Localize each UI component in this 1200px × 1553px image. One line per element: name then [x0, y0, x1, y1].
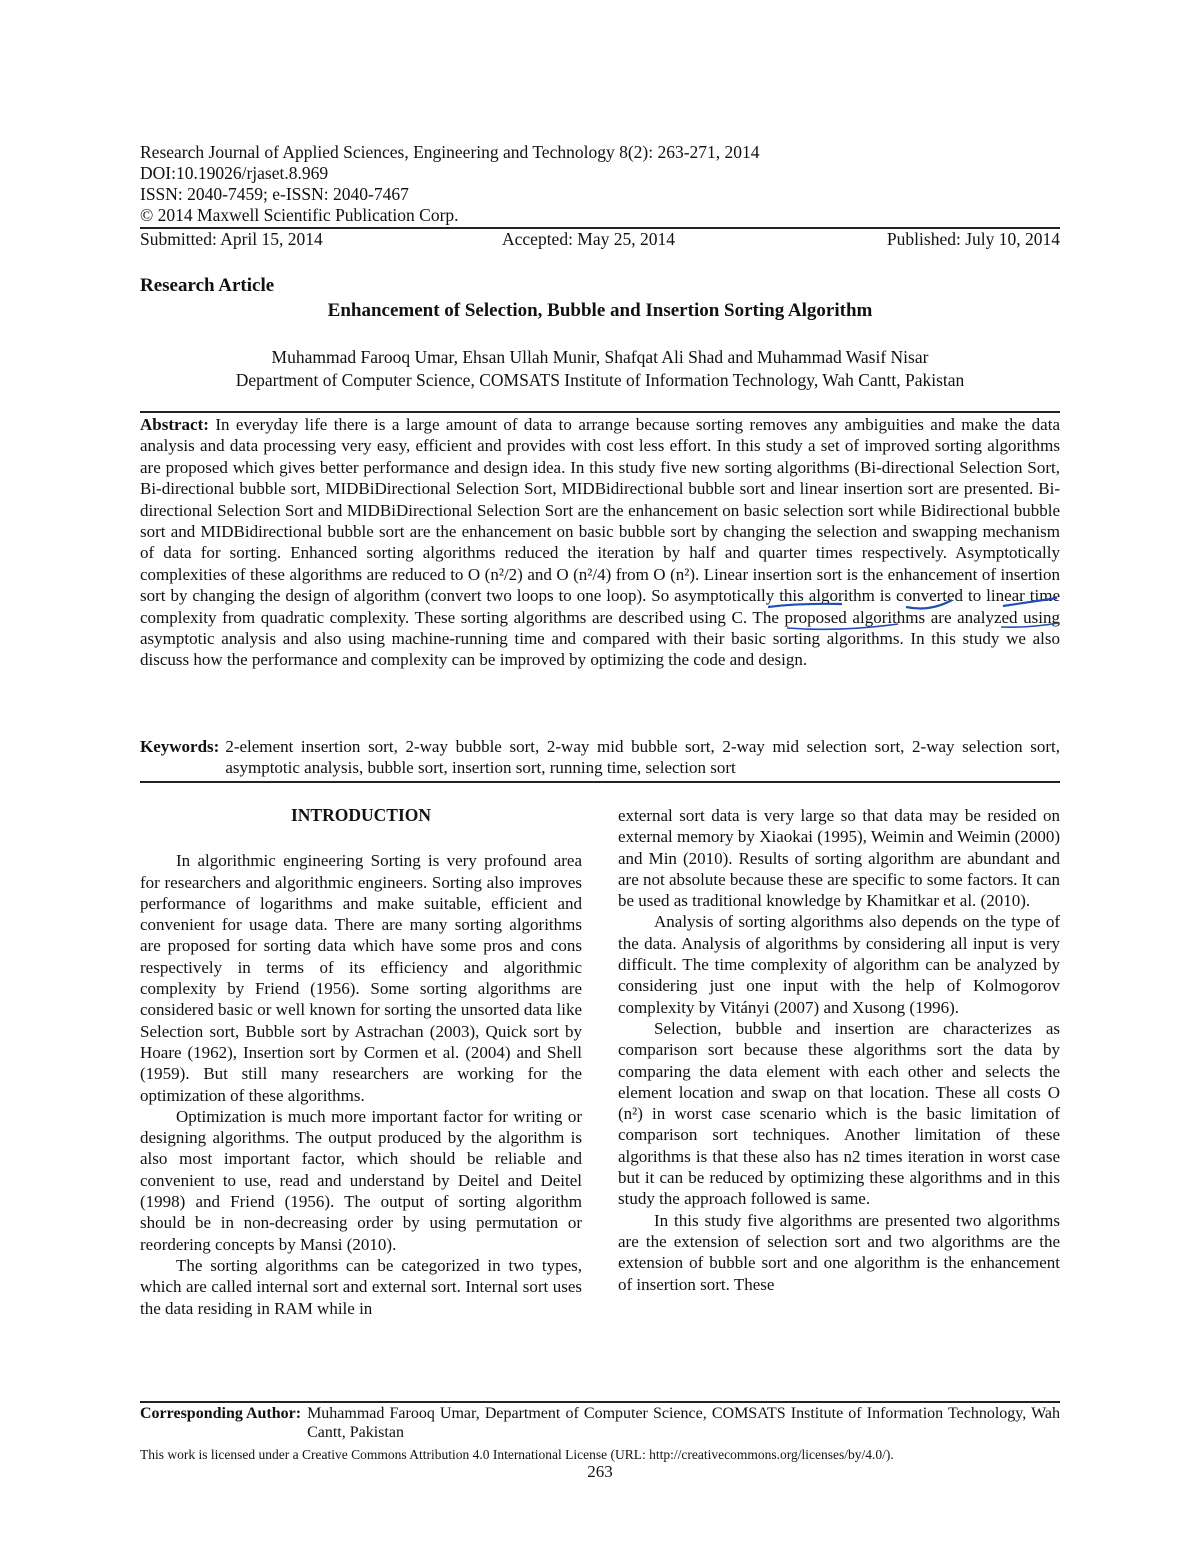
paragraph: Optimization is much more important factor for writing or designing algorithms. The output produced by the algorithm is also most important factor, which should be reliable and convenient to use, read and understand by Deitel and Deitel (1998) and Friend (1956). The output of sorting algorithm should be in non-decreasing order by using permutation or reordering concepts by Mansi (2010).: [140, 1106, 582, 1254]
keywords-label: Keywords:: [140, 737, 220, 756]
abstract-top-rule: [140, 411, 1060, 413]
keywords: [140, 736, 1060, 779]
author-list: Muhammad Farooq Umar, Ehsan Ullah Munir, Shafqat Ali Shad and Muhammad Wasif Nisar: [271, 347, 929, 367]
copyright: © 2014 Maxwell Scientific Publication Corp.: [140, 205, 459, 225]
corresponding-author-text: Muhammad Farooq Umar, Department of Computer Science, COMSATS Institute of Information Technology, Wah Cantt, Pakistan: [307, 1405, 1060, 1441]
published-date: Published: July 10, 2014: [886, 229, 1060, 249]
paragraph: The sorting algorithms can be categorized in two types, which are called internal sort and external sort. Internal sort uses the data residing in RAM while in: [140, 1255, 582, 1318]
doi: DOI:10.19026/rjaset.8.969: [140, 163, 329, 183]
publication-dates: [140, 229, 1060, 251]
submitted-date: Submitted: April 15, 2014: [140, 229, 323, 249]
keywords-bottom-rule: [140, 781, 1060, 783]
affiliation: Department of Computer Science, COMSATS Institute of Information Technology, Wah Cantt, Pakistan: [235, 370, 965, 390]
article-type: Research Article: [140, 275, 275, 296]
author-block: [140, 346, 1060, 392]
footer-rule: [140, 1401, 1060, 1403]
paragraph: Analysis of sorting algorithms also depends on the type of the data. Analysis of algorithms by considering all input is very difficult. The time complexity of algorithm can be analyzed by considering just one input with the help of Kolmogorov complexity by Vitányi (2007) and Xusong (1996).: [618, 912, 1060, 1017]
journal-citation: Research Journal of Applied Sciences, Engineering and Technology 8(2): 263-271, 2014: [140, 142, 760, 162]
paragraph: In this study five algorithms are presented two algorithms are the extension of selection sort and two algorithms are the extension of bubble sort and one algorithm is the enhancement of insertion sort. These: [618, 1210, 1060, 1294]
right-column: [618, 805, 1060, 1295]
left-column: [140, 803, 582, 1319]
paragraph: Selection, bubble and insertion are characterizes as comparison sort because these algorithms sort the data by comparing the data element with each other and selects the element location and swap on that location. These all costs O (n²) in worst case scenario which is the basic limitation of comparison sort techniques. Another limitation of these algorithms is that these also has n2 times iteration in worst case but it can be reduced by optimizing these algorithms and in this study the approach followed is same.: [618, 1018, 1060, 1209]
journal-header: [140, 142, 1060, 226]
abstract: [140, 414, 1060, 671]
section-heading-introduction: INTRODUCTION: [290, 805, 432, 825]
page-number: 263: [587, 1462, 613, 1481]
accepted-date: Accepted: May 25, 2014: [502, 229, 676, 249]
license-notice: This work is licensed under a Creative Commons Attribution 4.0 International License (URL: http://creativecommons.org/licenses/by/4.0/).: [140, 1447, 894, 1462]
paper-title: Enhancement of Selection, Bubble and Insertion Sorting Algorithm: [327, 300, 873, 321]
paragraph: external sort data is very large so that data may be resided on external memory by Xiaokai (1995), Weimin and Weimin (2000) and Min (2010). Results of sorting algorithm are abundant and are not absolute because these are specific to some factors. It can be used as traditional knowledge by Khamitkar et al. (2010).: [618, 806, 1060, 911]
paper-page: [140, 0, 1060, 1553]
paragraph: In algorithmic engineering Sorting is very profound area for researchers and algorithmic engineers. Sorting also improves performance of logarithms and make suitable, efficient and convenient for usage data. There are many sorting algorithms are proposed for sorting data which have some pros and cons respectively in terms of its efficiency and algorithmic complexity by Friend (1956). Some sorting algorithms are considered basic or well known for sorting the unsorted data like Selection sort, Bubble sort by Astrachan (2003), Quick sort by Hoare (1962), Insertion sort by Cormen et al. (2004) and Shell (1959). But still many researchers are working for the optimization of these algorithms.: [140, 851, 582, 1105]
abstract-label: Abstract:: [140, 415, 209, 434]
keywords-text: 2-element insertion sort, 2-way bubble sort, 2-way mid bubble sort, 2-way mid selection sort, 2-way selection sort, asymptotic analysis, bubble sort, insertion sort, running time, selection sort: [225, 737, 1060, 778]
footer: [140, 1404, 1060, 1464]
issn: ISSN: 2040-7459; e-ISSN: 2040-7467: [140, 184, 409, 204]
abstract-text: In everyday life there is a large amount of data to arrange because sorting removes any ambiguities and make the data analysis and data processing very easy, efficient and provides with cost less effort. In this study a set of improved sorting algorithms are proposed which gives better performance and design idea. In this study five new sorting algorithms (Bi-directional Selection Sort, Bi-directional bubble sort, MIDBiDirectional Selection Sort, MIDBidirectional bubble sort and linear insertion sort are presented. Bi-directional Selection Sort and MIDBiDirectional Selection Sort are the enhancement on basic selection sort while Bidirectional bubble sort and MIDBidirectional bubble sort are the enhancement on basic bubble sort by changing the selection and swapping mechanism of data for sorting. Enhanced sorting algorithms reduced the iteration by half and quarter times respectively. Asymptotically complexities of these algorithms are reduced to O (n²/2) and O (n²/4) from O (n²). Linear insertion sort is the enhancement of insertion sort by changing the design of algorithm (convert two loops to one loop). So asymptotically this algorithm is converted to linear time complexity from quadratic complexity. These sorting algorithms are described using C. The proposed algorithms are analyzed using asymptotic analysis and also using machine-running time and compared with their basic sorting algorithms. In this study we also discuss how the performance and complexity can be improved by optimizing the code and design.: [140, 415, 1060, 670]
corresponding-author-label: Corresponding Author:: [140, 1405, 302, 1422]
